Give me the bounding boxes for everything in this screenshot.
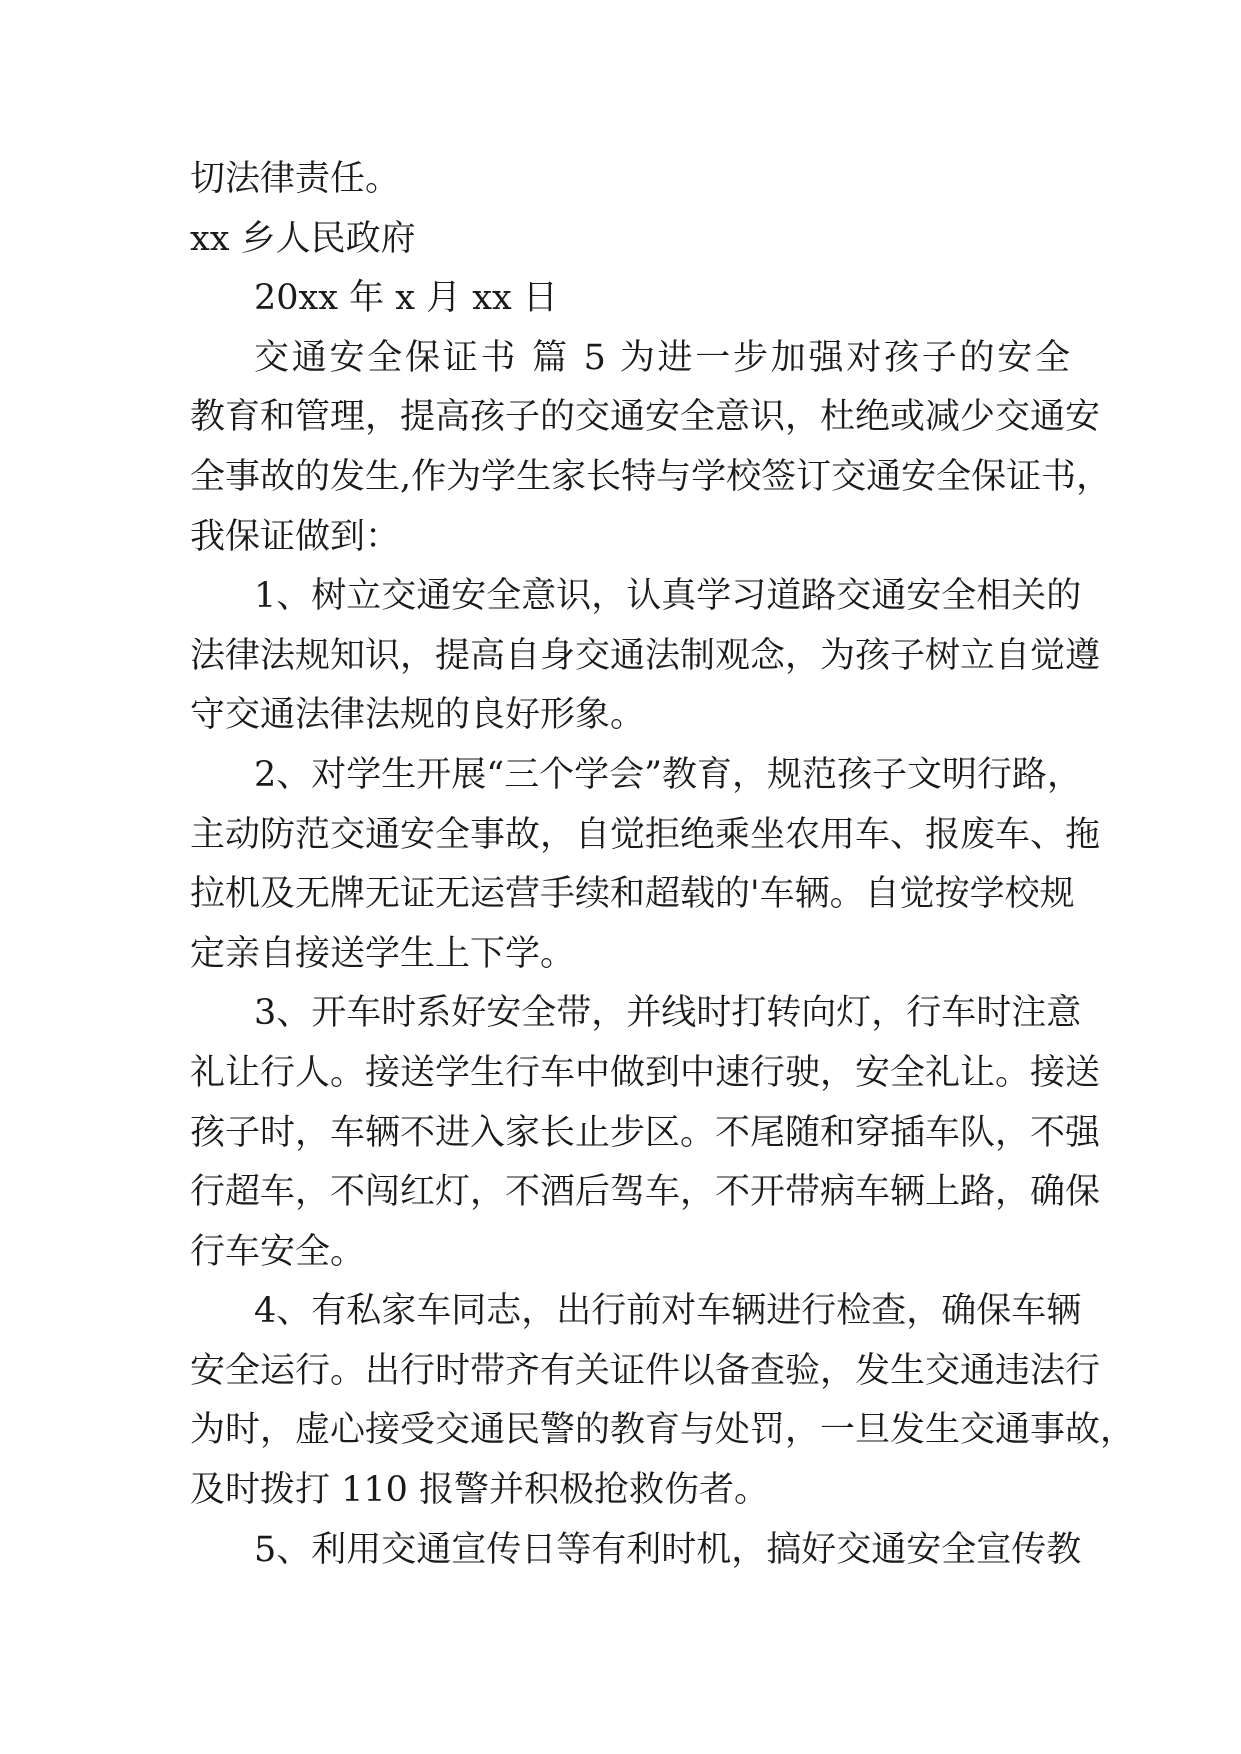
document-body [190, 150, 1136, 1580]
section-heading-line: 交通安全保证书 篇 5 为进一步加强对孩子的安全 [254, 337, 1070, 378]
text-line: 主动防范交通安全事故，自觉拒绝乘坐农用车、报废车、拖 [190, 814, 1101, 855]
text-line: 拉机及无牌无证无运营手续和超载的'车辆。自觉按学校规 [190, 874, 1075, 915]
text-line: 法律法规知识，提高自身交通法制观念，为孩子树立自觉遵 [190, 635, 1101, 676]
text-line: 礼让行人。接送学生行车中做到中速行驶，安全礼让。接送 [190, 1052, 1101, 1093]
text-line: 切法律责任。 [190, 159, 401, 199]
text-line: 定亲自接送学生上下学。 [190, 933, 576, 974]
text-line: 行车安全。 [190, 1231, 366, 1272]
text-line: 3、开车时系好安全带，并线时打转向灯，行车时注意 [254, 993, 1082, 1034]
text-line: 安全运行。出行时带齐有关证件以备查验，发生交通违法行 [190, 1350, 1101, 1391]
text-line: 为时，虚心接受交通民警的教育与处罚，一旦发生交通事故， [190, 1410, 1136, 1451]
text-line: 2、对学生开展“三个学会”教育，规范孩子文明行路， [254, 754, 1083, 795]
text-line: 行超车，不闯红灯，不酒后驾车，不开带病车辆上路，确保 [190, 1172, 1101, 1213]
text-line: 4、有私家车同志，出行前对车辆进行检查，确保车辆 [254, 1291, 1082, 1332]
issuer-name: xx 乡人民政府 [190, 218, 416, 259]
text-line: 教育和管理，提高孩子的交通安全意识，杜绝或减少交通安 [190, 397, 1101, 438]
issue-date: 20xx 年 x 月 xx 日 [254, 278, 558, 319]
text-line: 守交通法律法规的良好形象。 [190, 695, 646, 736]
text-line: 及时拨打 110 报警并积极抢救伤者。 [190, 1470, 770, 1511]
text-line: 孩子时，车辆不进入家长止步区。不尾随和穿插车队，不强 [190, 1112, 1101, 1153]
text-line: 5、利用交通宣传日等有利时机，搞好交通安全宣传教 [254, 1529, 1082, 1570]
text-line: 1、树立交通安全意识，认真学习道路交通安全相关的 [254, 576, 1082, 617]
text-line: 我保证做到： [190, 516, 401, 557]
text-line: 全事故的发生,作为学生家长特与学校签订交通安全保证书， [190, 456, 1112, 497]
